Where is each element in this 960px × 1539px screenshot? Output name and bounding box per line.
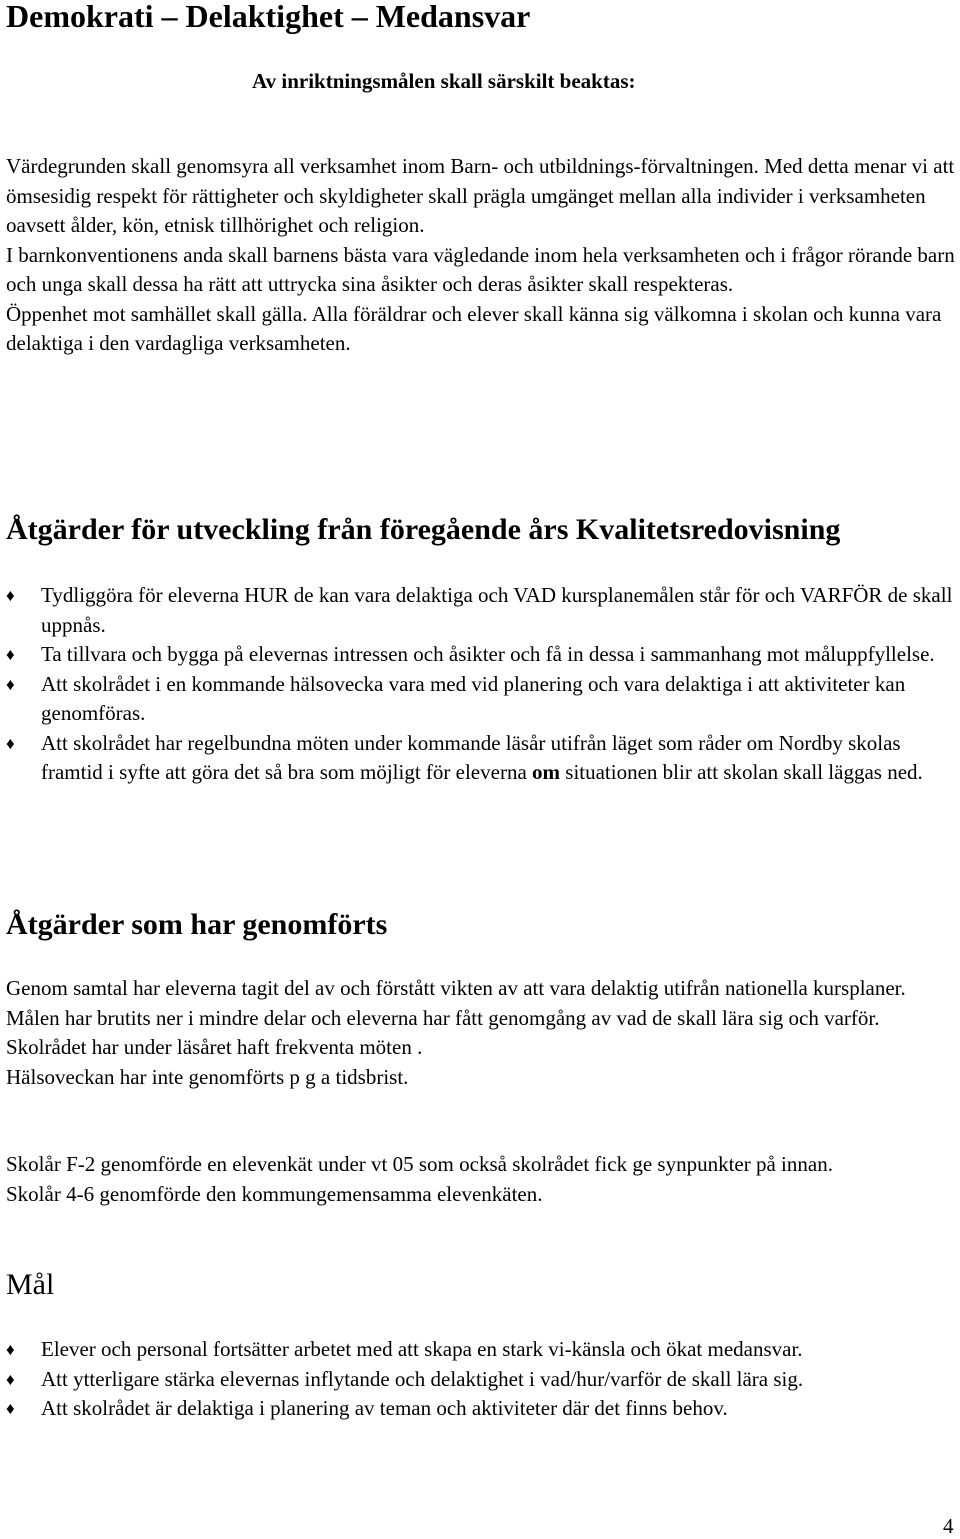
diamond-bullet-icon: ♦ xyxy=(6,674,15,694)
list-item xyxy=(0,640,960,670)
list-item-text: Att skolrådet är delaktiga i planering av teman och aktiviteter där det finns behov. xyxy=(41,1396,728,1420)
page-number: 4 xyxy=(943,1514,954,1538)
diamond-bullet-icon: ♦ xyxy=(6,645,15,664)
list-item xyxy=(0,1335,960,1365)
page-title: Demokrati – Delaktighet – Medansvar xyxy=(6,0,531,34)
survey-text-group xyxy=(6,1150,960,1209)
list-item xyxy=(0,581,960,640)
diamond-bullet-icon: ♦ xyxy=(6,733,15,753)
list-item-text: Att skolrådet i en kommande hälsovecka vara med vid planering och vara delaktiga i att aktiviteter kan genomföras. xyxy=(41,671,906,725)
diamond-bullet-icon: ♦ xyxy=(6,1399,15,1418)
survey-line: Skolår 4-6 genomförde den kommungemensamma elevenkäten. xyxy=(6,1181,543,1206)
done-line: Hälsoveckan har inte genomförts p g a tidsbrist. xyxy=(6,1064,409,1089)
list-item-text-part: Att skolrådet har regelbundna möten under kommande läsår utifrån läget som råder om Nordby skolas framtid i syfte att göra det så bra som möjligt för eleverna xyxy=(41,730,901,784)
intro-paragraph: I barnkonventionens anda skall barnens bästa vara vägledande inom hela verksamheten och i frågor rörande barn och unga skall dessa ha rätt att uttrycka sina åsikter och deras åsikter skall respekteras. xyxy=(6,242,955,296)
subheading: Av inriktningsmålen skall särskilt beaktas: xyxy=(252,69,636,93)
done-text-group xyxy=(6,974,960,1092)
list-item xyxy=(0,670,960,729)
list-item-text xyxy=(41,731,923,785)
list-item-text: Att ytterligare stärka elevernas inflytande och delaktighet i vad/hur/varför de skall lära sig. xyxy=(41,1366,804,1391)
list-item xyxy=(0,729,960,788)
actions-list xyxy=(0,581,960,788)
goals-list xyxy=(0,1335,960,1424)
list-item xyxy=(0,1365,960,1395)
diamond-bullet-icon: ♦ xyxy=(6,1340,15,1359)
list-item-text: Ta tillvara och bygga på elevernas intressen och åsikter och få in dessa i sammanhang mot måluppfyllelse. xyxy=(41,642,935,666)
list-item-text: Elever och personal fortsätter arbetet med att skapa en stark vi-känsla och ökat medansvar. xyxy=(41,1337,803,1361)
intro-paragraph: Värdegrunden skall genomsyra all verksamhet inom Barn- och utbildnings-förvaltningen. Med detta menar vi att ömsesidig respekt för rättigheter och skyldigheter skall prägla umgänget mellan alla individer i verksamheten oavsett ålder, kön, etnisk tillhörighet och religion. xyxy=(6,154,955,237)
done-line: Skolrådet har under läsåret haft frekventa möten . xyxy=(6,1035,423,1059)
diamond-bullet-icon: ♦ xyxy=(6,586,15,605)
list-item-text-part: situationen blir att skolan skall läggas ned. xyxy=(560,760,923,784)
done-line: Genom samtal har eleverna tagit del av och förstått vikten av att vara delaktig utifrån nationella kursplaner. Målen har brutits ner i mindre delar och eleverna har fått genomgång av vad de skall lära sig och varför. xyxy=(6,976,906,1030)
diamond-bullet-icon: ♦ xyxy=(6,1369,15,1389)
survey-line: Skolår F-2 genomförde en elevenkät under vt 05 som också skolrådet fick ge synpunkter på innan. xyxy=(6,1152,833,1176)
intro-text xyxy=(6,152,960,359)
intro-paragraph: Öppenhet mot samhället skall gälla. Alla föräldrar och elever skall känna sig välkomna i skolan och kunna vara delaktiga i den vardagliga verksamheten. xyxy=(6,301,942,355)
section-heading-actions: Åtgärder för utveckling från föregående års Kvalitetsredovisning xyxy=(6,513,841,546)
section-heading-done: Åtgärder som har genomförts xyxy=(6,908,388,941)
list-item-text: Tydliggöra för eleverna HUR de kan vara delaktiga och VAD kursplanemålen står för och VARFÖR de skall uppnås. xyxy=(41,583,953,637)
emphasized-word: om xyxy=(532,760,561,784)
section-heading-goals: Mål xyxy=(6,1268,55,1301)
list-item xyxy=(0,1394,960,1424)
